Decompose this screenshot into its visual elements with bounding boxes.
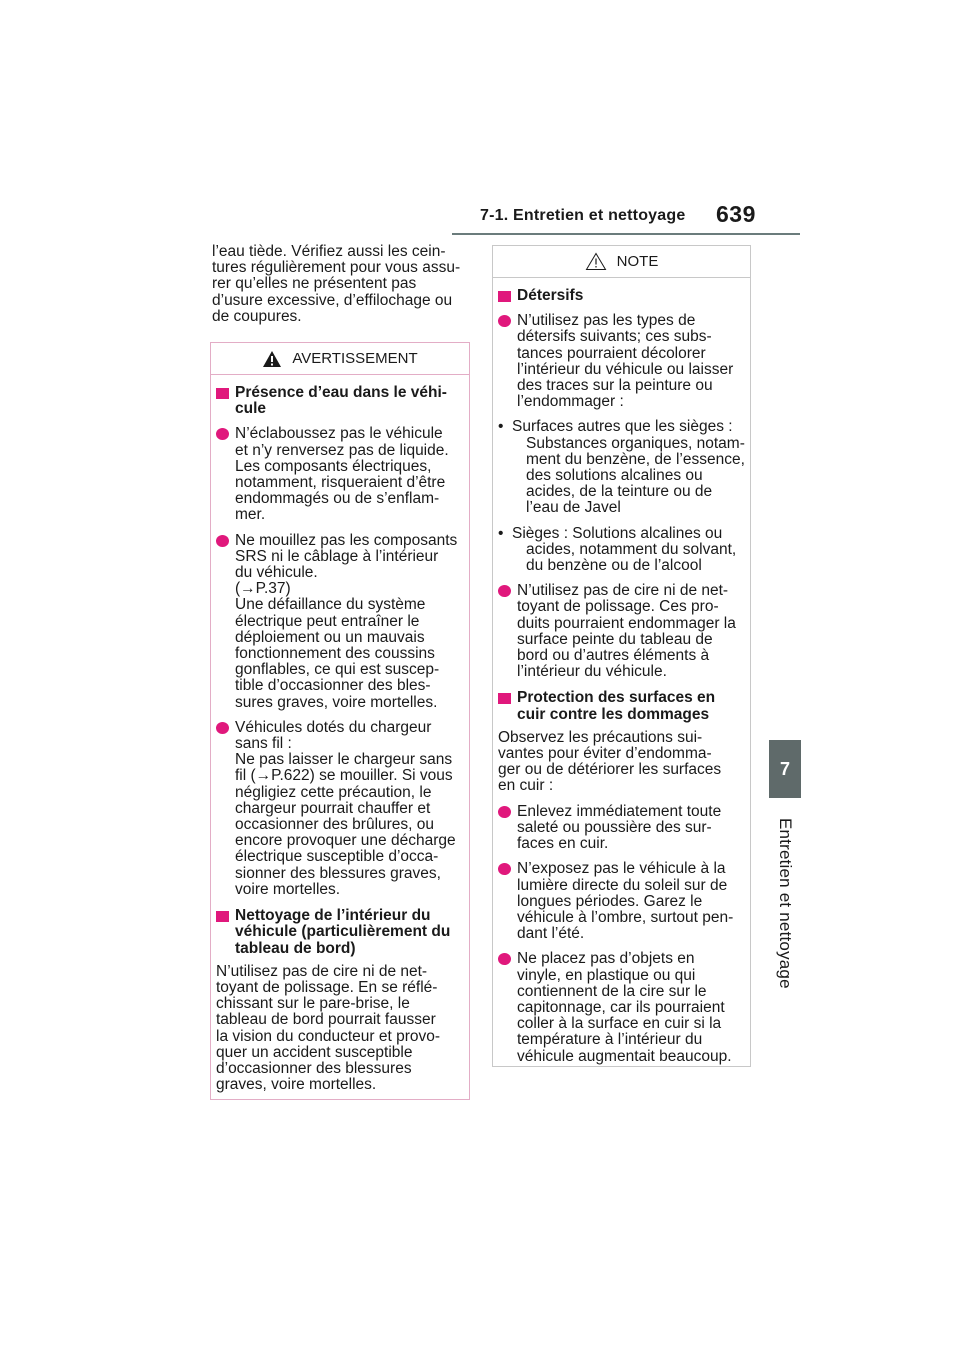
bullet-item xyxy=(498,583,746,680)
text-line: quer un accident susceptible xyxy=(216,1043,413,1061)
text-line: tableau de bord) xyxy=(235,939,356,957)
bullet-item xyxy=(498,861,746,942)
bullet-item xyxy=(216,533,465,711)
text-line: capitonnage, car ils pourraient xyxy=(517,998,725,1016)
text-line: cuir contre les dommages xyxy=(517,705,710,723)
text-line: sures graves, voire mortelles. xyxy=(235,693,438,711)
text-line: Substances organiques, notam- xyxy=(526,434,745,452)
text-line: acides, notamment du solvant, xyxy=(526,540,737,558)
text-line: longues périodes. Garez le xyxy=(517,892,703,910)
text-line: véhicule à l’ombre, surtout pen- xyxy=(517,908,734,926)
text-line: l’intérieur du véhicule ou laisser xyxy=(517,360,734,378)
dash-item: • Sièges : Solutions alcalines ou acides, notamment du solvant, du benzène ou de l’alcool xyxy=(498,526,746,575)
round-bullet-icon xyxy=(498,953,511,965)
square-bullet-icon xyxy=(216,911,229,922)
text-line: et n’y renversez pas de liquide. xyxy=(235,441,449,459)
note-box xyxy=(492,245,751,1067)
text-line: duits pourraient endommager la xyxy=(517,614,736,632)
round-bullet-icon xyxy=(498,863,511,875)
text-line: vantes pour éviter d’endomma- xyxy=(498,745,712,763)
text-line: du véhicule. xyxy=(235,564,318,582)
text-line: des traces sur la peinture ou xyxy=(517,377,713,395)
text-line: tances pourraient décolorer xyxy=(517,344,706,362)
text-line: dant l’été. xyxy=(517,925,585,943)
text-line: (→P.37) xyxy=(235,580,291,598)
section-heading xyxy=(498,690,746,722)
dash-item: • Surfaces autres que les sièges : Substances organiques, notam- ment du benzène, de l’essence, des solutions alcalines ou acides, de la teinture ou de l’eau de Javel xyxy=(498,418,745,517)
text-line: négligiez cette précaution, le xyxy=(235,783,432,801)
square-bullet-icon xyxy=(216,388,229,399)
text-line: véhicule (particulièrement du xyxy=(235,923,451,941)
text-line: tableau de bord pourrait fausser xyxy=(216,1011,436,1029)
square-bullet-icon xyxy=(498,291,511,302)
text-line: chargeur pourrait chauffer et xyxy=(235,799,431,817)
text-line: ment du benzène, de l’essence, xyxy=(526,450,745,468)
text-line: Surfaces autres que les sièges : xyxy=(512,418,733,436)
text-line: fil (→P.622) se mouiller. Si vous xyxy=(235,767,453,785)
text-line: saleté ou poussière des sur- xyxy=(517,818,712,836)
text-line: du benzène ou de l’alcool xyxy=(526,557,702,575)
warning-box xyxy=(210,342,470,1100)
text-line: coller à la surface en cuir si la xyxy=(517,1015,722,1033)
bullet-item xyxy=(216,720,465,898)
text-line: occasionner des brûlures, ou xyxy=(235,816,435,834)
text-line: ger ou de détériorer les surfaces xyxy=(498,761,722,779)
text-line: Détersifs xyxy=(517,287,584,304)
note-title: NOTE xyxy=(616,253,659,270)
text-line: électrique susceptible d’occa- xyxy=(235,848,439,866)
text-line: mer. xyxy=(235,506,266,524)
text-line: SRS ni le câblage à l’intérieur xyxy=(235,547,439,565)
text-line: d’usure excessive, d’effilochage ou xyxy=(212,291,453,309)
square-bullet-icon xyxy=(498,693,511,704)
text-line: toyant de polissage. Ces pro- xyxy=(517,598,719,616)
text-line: graves, voire mortelles. xyxy=(216,1076,377,1094)
text-line: l’eau de Javel xyxy=(526,499,621,517)
text-line: Ne mouillez pas les composants xyxy=(235,531,458,549)
text-line: N’utilisez pas de cire ni de net- xyxy=(216,962,428,980)
text-line: Observez les précautions sui- xyxy=(498,728,703,746)
text-line: vinyle, en plastique ou qui xyxy=(517,966,696,984)
text-line: N’utilisez pas de cire ni de net- xyxy=(517,582,729,600)
text-line: Une défaillance du système xyxy=(235,596,426,614)
text-line: température à l’intérieur du xyxy=(517,1031,703,1049)
paragraph xyxy=(216,964,465,1094)
text-line: toyant de polissage. En se réflé- xyxy=(216,978,438,996)
text-line: l’eau tiède. Vérifiez aussi les cein- xyxy=(212,243,446,260)
warning-header xyxy=(211,343,469,375)
text-line: voire mortelles. xyxy=(235,880,341,898)
section-title: 7-1. Entretien et nettoyage xyxy=(480,207,686,224)
text-line: N’exposez pas le véhicule à la xyxy=(517,860,726,878)
round-bullet-icon xyxy=(498,315,511,327)
text-line: Enlevez immédiatement toute xyxy=(517,802,722,820)
section-heading xyxy=(216,385,465,417)
text-line: l’endommager : xyxy=(517,393,624,411)
text-line: d’occasionner des blessures xyxy=(216,1059,412,1077)
text-line: déploiement ou un mauvais xyxy=(235,628,425,646)
text-line: rer qu’elles ne présentent pas xyxy=(212,275,417,293)
text-line: encore provoquer une décharge xyxy=(235,832,456,850)
text-line: véhicule augmentait beaucoup. xyxy=(517,1047,732,1065)
round-bullet-icon xyxy=(498,806,511,818)
text-line: N’éclaboussez pas le véhicule xyxy=(235,425,443,443)
round-bullet-icon xyxy=(216,428,229,440)
text-line: faces en cuir. xyxy=(517,835,609,853)
bullet-item xyxy=(498,951,746,1064)
header-rule xyxy=(452,233,800,235)
intro-paragraph xyxy=(212,244,474,325)
text-line: gonflables, ce qui est suscep- xyxy=(235,661,440,679)
note-header xyxy=(493,246,750,278)
text-line: la vision du conducteur et provo- xyxy=(216,1027,441,1045)
text-line: tures régulièrement pour vous assu- xyxy=(212,259,461,277)
bullet-item xyxy=(498,804,746,853)
chapter-title-vertical: Entretien et nettoyage xyxy=(776,818,795,989)
text-line: endommagés ou de s’enflam- xyxy=(235,490,440,508)
text-line: bord ou d’autres éléments à xyxy=(517,647,710,665)
text-line: des solutions alcalines ou xyxy=(526,467,703,485)
text-line: en cuir : xyxy=(498,777,554,795)
section-heading xyxy=(498,288,746,304)
caution-triangle-icon xyxy=(585,252,607,271)
text-line: Présence d’eau dans le véhi- xyxy=(235,384,447,401)
text-line: Protection des surfaces en xyxy=(517,689,716,707)
page-number: 639 xyxy=(716,201,756,227)
text-line: Les composants électriques, xyxy=(235,457,432,475)
chapter-tab xyxy=(769,740,801,798)
text-line: Nettoyage de l’intérieur du xyxy=(235,907,431,925)
text-line: Véhicules dotés du chargeur xyxy=(235,718,432,736)
section-heading xyxy=(216,908,465,957)
text-line: acides, de la teinture ou de xyxy=(526,483,713,501)
text-line: de coupures. xyxy=(212,307,302,325)
bullet-item xyxy=(216,426,465,523)
round-bullet-icon xyxy=(216,535,229,547)
text-line: sans fil : xyxy=(235,735,292,753)
bullet-item xyxy=(498,313,746,410)
round-bullet-icon xyxy=(498,585,511,597)
warning-title: AVERTISSEMENT xyxy=(292,350,418,367)
text-line: Ne placez pas d’objets en xyxy=(517,950,695,968)
text-line: Ne pas laisser le chargeur sans xyxy=(235,751,453,769)
text-line: détersifs suivants; ces subs- xyxy=(517,328,712,346)
text-line: sionner des blessures graves, xyxy=(235,864,441,882)
text-line: chissant sur le pare-brise, le xyxy=(216,995,410,1013)
paragraph xyxy=(498,730,746,795)
text-line: contiennent de la cire sur le xyxy=(517,982,707,1000)
warning-triangle-icon xyxy=(262,350,282,368)
text-line: cule xyxy=(235,400,267,418)
text-line: l’intérieur du véhicule. xyxy=(517,663,667,681)
text-line: tible d’occasionner des bles- xyxy=(235,677,431,695)
text-line: lumière directe du soleil sur de xyxy=(517,876,728,894)
text-line: notamment, risqueraient d’être xyxy=(235,474,446,492)
text-line: électrique peut entraîner le xyxy=(235,612,420,630)
text-line: Sièges : Solutions alcalines ou xyxy=(512,524,723,542)
text-line: fonctionnement des coussins xyxy=(235,645,435,663)
chapter-number: 7 xyxy=(779,758,790,779)
text-line: N’utilisez pas les types de xyxy=(517,312,696,330)
round-bullet-icon xyxy=(216,722,229,734)
text-line: surface peinte du tableau de xyxy=(517,630,713,648)
